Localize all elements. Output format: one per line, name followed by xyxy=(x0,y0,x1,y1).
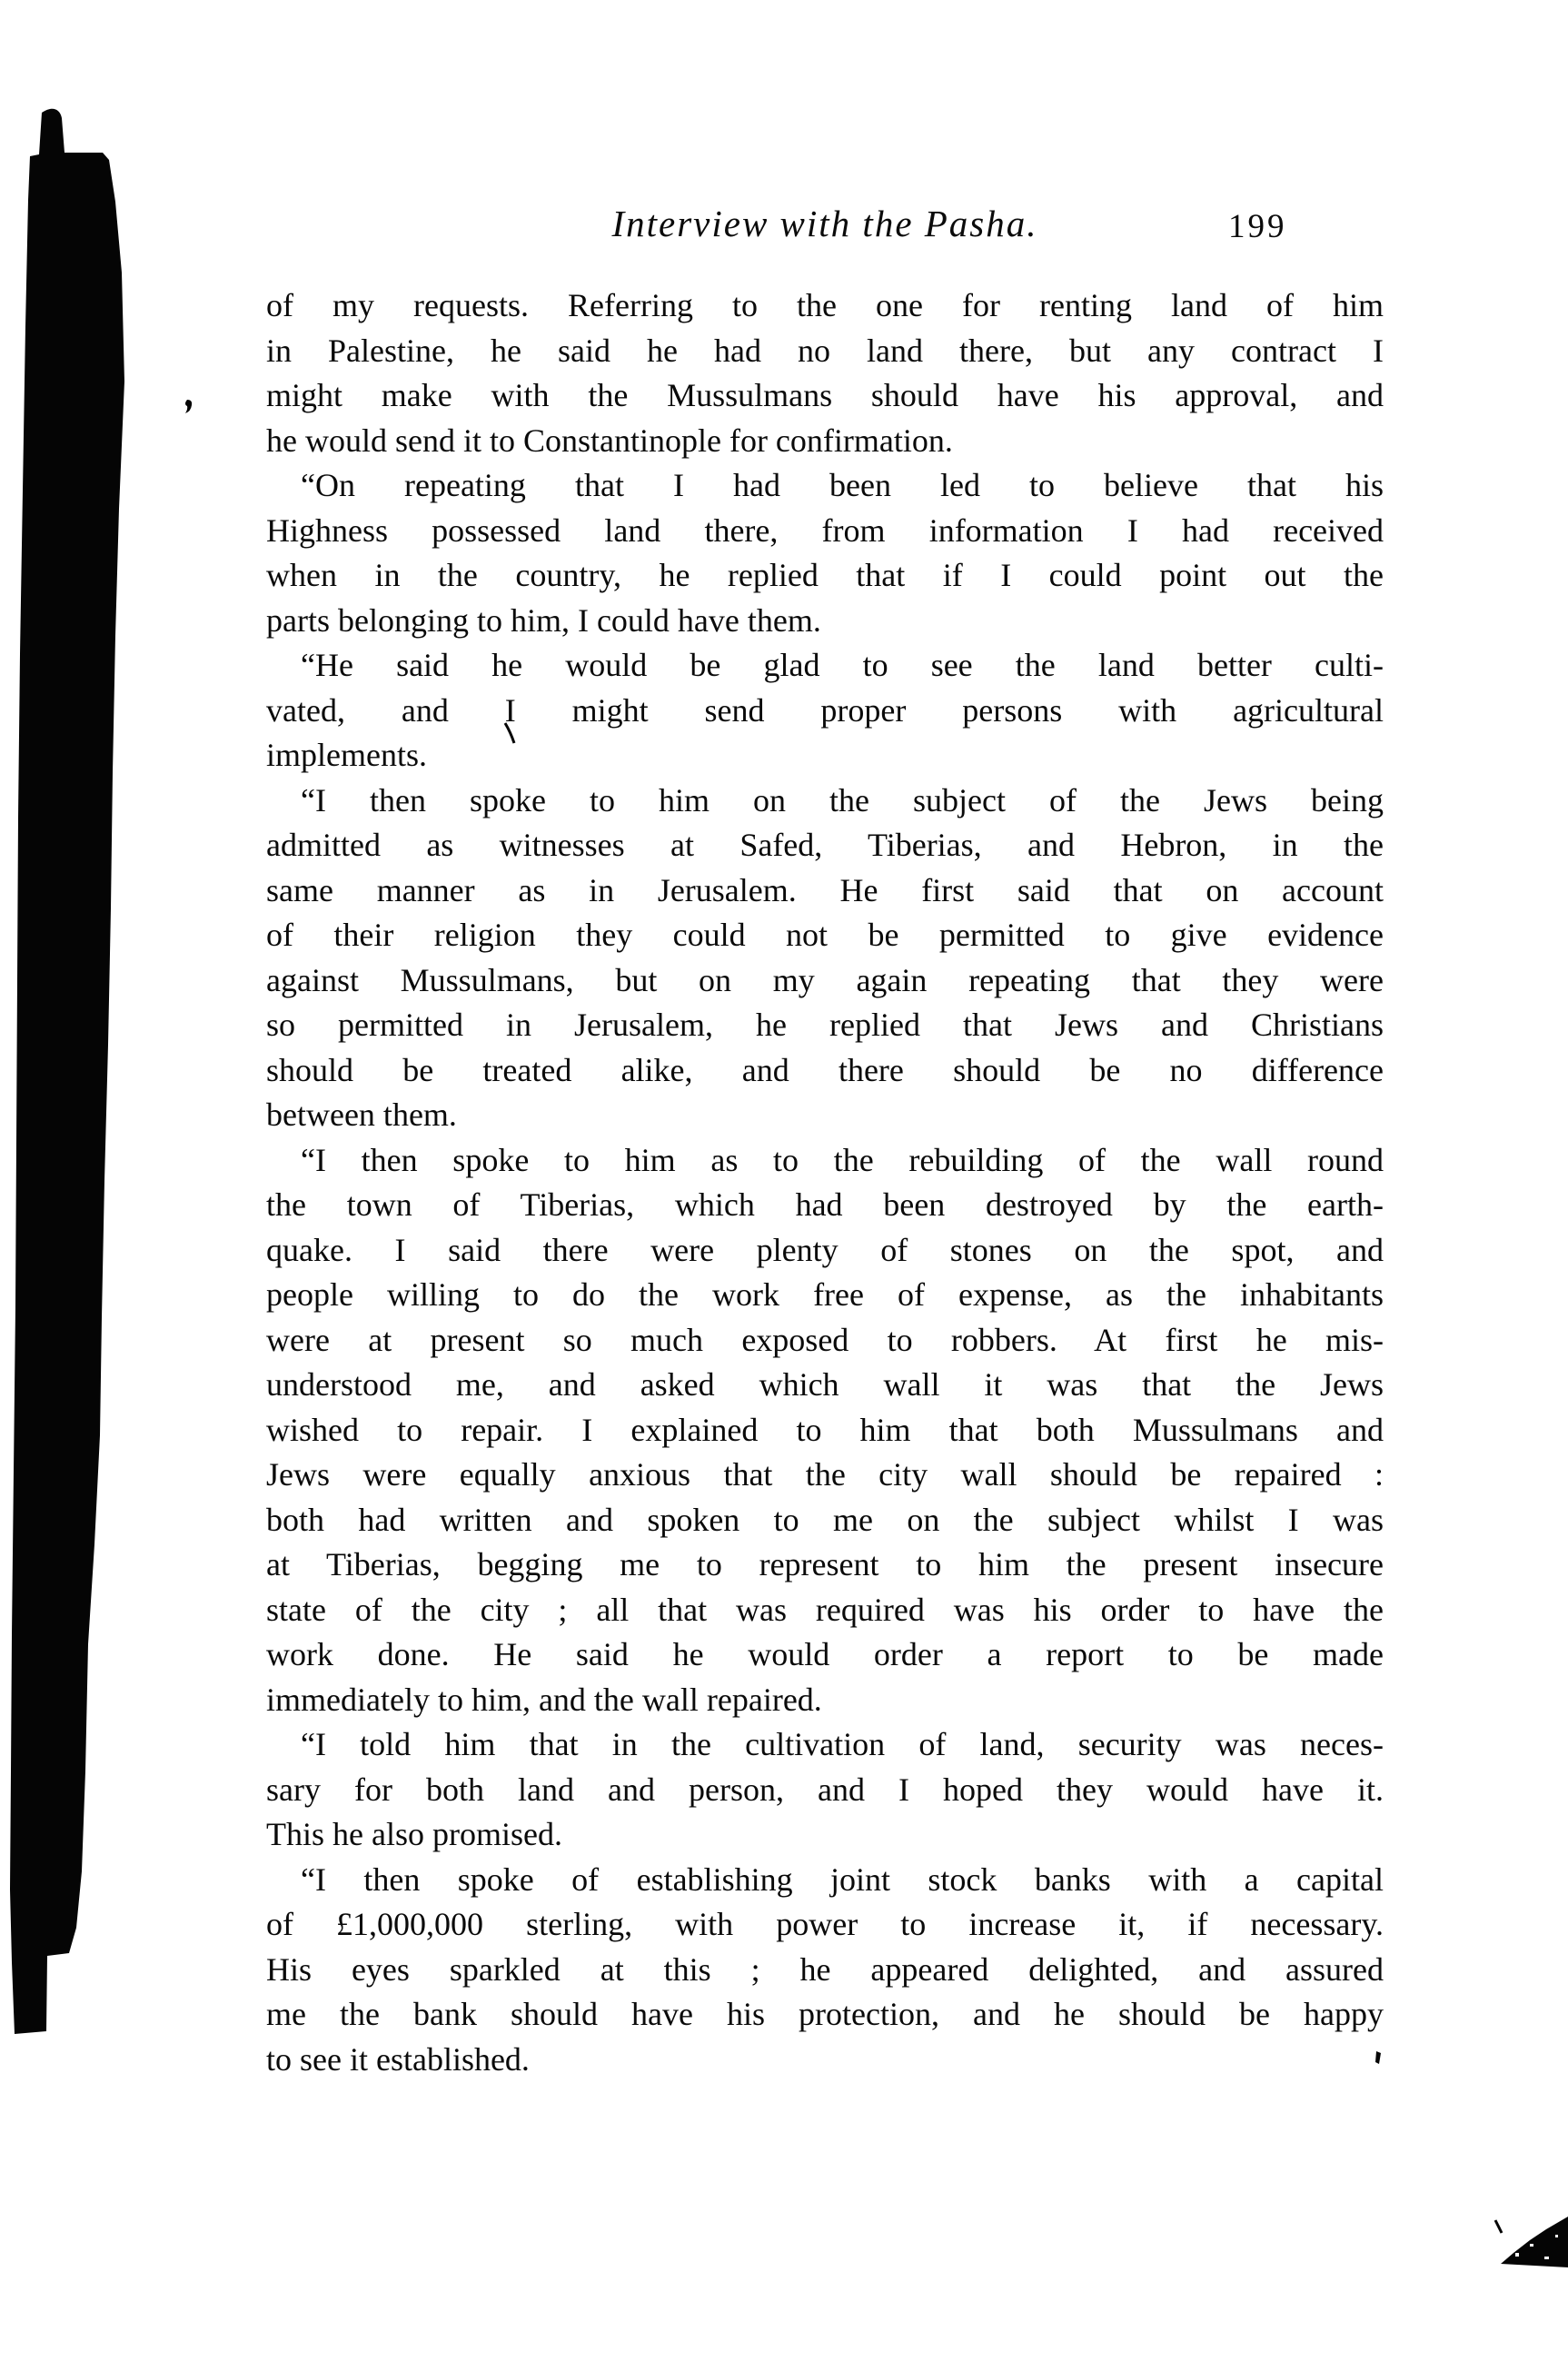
page-corner-mark xyxy=(1501,2217,1568,2267)
text-line: to see it established. xyxy=(266,2040,530,2078)
text-line: sary for both land and person, and I hoped they would have it. xyxy=(266,1771,1384,1808)
text-line: His eyes sparkled at this ; he appeared delighted, and assured xyxy=(266,1950,1384,1988)
text-line: admitted as witnesses at Safed, Tiberias, and Hebron, in the xyxy=(266,827,1384,863)
text-line: so permitted in Jerusalem, he replied that Jews and Christians xyxy=(266,1007,1384,1043)
page-title: Interview with the Pasha. xyxy=(611,203,1038,244)
text-line: might make with the Mussulmans should have his approval, and xyxy=(266,377,1384,413)
text-line: people willing to do the work free of expense, as the inhabitants xyxy=(266,1276,1384,1313)
text-line: Highness possessed land there, from information I had received xyxy=(266,511,1384,549)
corner-tick-speck xyxy=(1495,2220,1502,2233)
text-line: he would send it to Constantinople for confirmation. xyxy=(266,422,953,459)
text-line: implements. xyxy=(266,737,427,773)
text-line: parts belonging to him, I could have them. xyxy=(266,601,821,639)
text-line: “On repeating that I had been led to believe that his xyxy=(301,467,1384,503)
page-corner-mark-speckles xyxy=(1515,2235,1558,2259)
page-number: 199 xyxy=(1228,208,1287,245)
text-line: were at present so much exposed to robbers. At first he mis- xyxy=(266,1321,1384,1358)
text-line: “I then spoke to him as to the rebuilding of the wall round xyxy=(301,1141,1384,1178)
text-line: both had written and spoken to me on the subject whilst I was xyxy=(266,1501,1384,1538)
text-line: “He said he would be glad to see the land better culti- xyxy=(301,647,1384,683)
text-line: between them. xyxy=(266,1096,457,1133)
text-line: wished to repair. I explained to him that both Mussulmans and xyxy=(266,1411,1384,1448)
text-line: immediately to him, and the wall repaired. xyxy=(266,1681,822,1718)
text-line: of £1,000,000 sterling, with power to increase it, if necessary. xyxy=(266,1906,1384,1942)
text-line: at Tiberias, begging me to represent to him the present insecure xyxy=(266,1546,1384,1582)
text-line: “I told him that in the cultivation of land, security was neces- xyxy=(301,1726,1384,1762)
text-line: of their religion they could not be permitted to give evidence xyxy=(266,917,1384,953)
text-line: the town of Tiberias, which had been destroyed by the earth- xyxy=(266,1186,1384,1223)
text-line: state of the city ; all that was required was his order to have the xyxy=(266,1591,1384,1628)
body-text-block xyxy=(266,283,1384,2082)
text-line: when in the country, he replied that if I could point out the xyxy=(266,557,1384,593)
running-header xyxy=(266,202,1384,256)
text-line: This he also promised. xyxy=(266,1816,562,1852)
comma-speck xyxy=(185,400,192,413)
text-line: should be treated alike, and there should be no difference xyxy=(266,1051,1384,1088)
text-line: “I then spoke to him on the subject of the Jews being xyxy=(301,781,1384,818)
text-line: vated, and I might send proper persons with agricultural xyxy=(266,691,1384,729)
text-line: Jews were equally anxious that the city wall should be repaired : xyxy=(266,1456,1384,1493)
text-line: understood me, and asked which wall it was that the Jews xyxy=(266,1366,1384,1403)
text-line: of my requests. Referring to the one for renting land of him xyxy=(266,287,1384,323)
text-line: “I then spoke of establishing joint stock banks with a capital xyxy=(301,1860,1384,1898)
text-line: in Palestine, he said he had no land there, but any contract I xyxy=(266,332,1384,369)
binding-shadow xyxy=(10,109,124,2034)
text-line: against Mussulmans, but on my again repeating that they were xyxy=(266,961,1384,998)
text-line: work done. He said he would order a report to be made xyxy=(266,1636,1384,1672)
text-line: quake. I said there were plenty of stones on the spot, and xyxy=(266,1231,1384,1268)
text-line: me the bank should have his protection, and he should be happy xyxy=(266,1996,1384,2032)
text-line: same manner as in Jerusalem. He first said that on account xyxy=(266,871,1384,908)
